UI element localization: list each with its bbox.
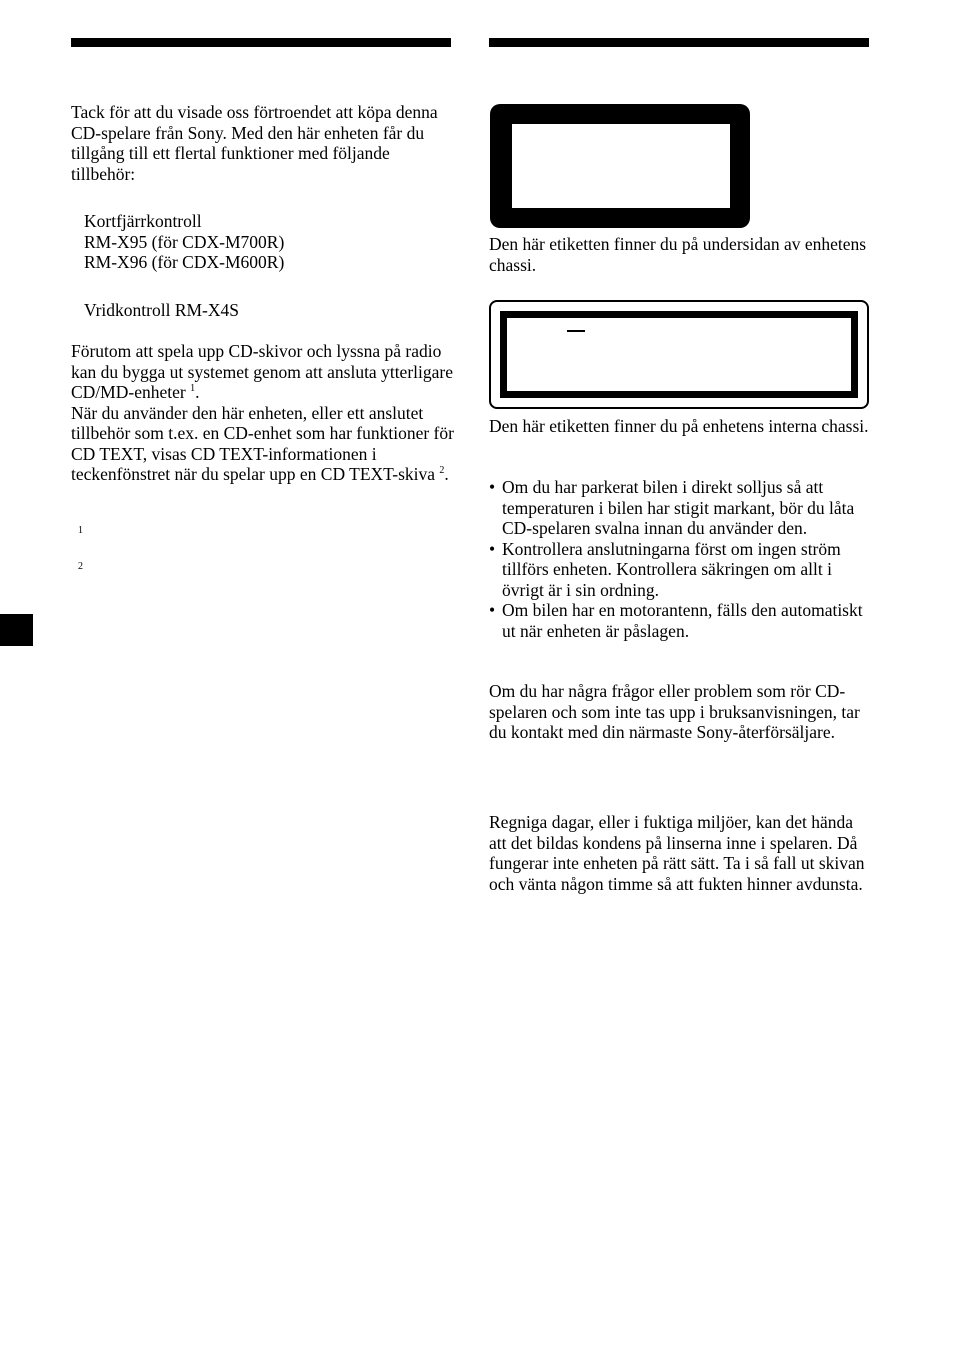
bullet-glyph: • <box>489 477 496 497</box>
expansion-paragraph: Förutom att spela upp CD-skivor och lyssna på radio kan du bygga ut systemet genom att ansluta ytterligare CD/MD-enheter $^1$. <box>71 341 453 402</box>
accessory-rotary-name: Vridkontroll RM-X4S <box>84 300 239 320</box>
expansion-block <box>71 341 456 485</box>
accessory-remote-model-1: RM-X95 (för CDX-M700R) <box>84 231 285 252</box>
bullet-glyph: • <box>489 600 496 620</box>
footnote-1-marker: 1 <box>78 525 83 536</box>
intro-paragraph: Tack för att du visade oss förtroendet att köpa denna CD-spelare från Sony. Med den här enheten får du tillgång till ett flertal funktioner med följande tillbehör: <box>71 102 438 184</box>
list-item: • Om bilen har en motorantenn, fälls den automatiskt ut när enheten är påslagen. <box>489 600 863 641</box>
notes-list <box>489 477 874 641</box>
condensation-block <box>489 812 874 894</box>
laser-warning-label-image <box>490 104 750 228</box>
caution-label-mark <box>567 330 585 332</box>
laser-warning-label-inner <box>512 124 730 208</box>
left-header-bar <box>71 38 451 47</box>
accessory-remote-model-2: RM-X96 (för CDX-M600R) <box>84 252 285 272</box>
cd-text-paragraph: När du använder den här enheten, eller ett anslutet tillbehör som t.ex. en CD-enhet som har funktioner för CD TEXT, visas CD TEXT-informationen i teckenfönstret när du spelar upp en CD TEXT-skiva $^2$. <box>71 402 454 484</box>
footnote-2-marker: 2 <box>78 561 83 572</box>
contact-block <box>489 681 874 743</box>
bullet-glyph: • <box>489 538 496 559</box>
label1-caption: Den här etiketten finner du på undersidan av enhetens chassi. <box>489 234 867 275</box>
footnote-ref-2: 2 <box>439 465 445 477</box>
accessory-remote-name: Kortfjärrkontroll <box>84 211 202 231</box>
page-side-tab <box>0 614 33 646</box>
list-item: • Om du har parkerat bilen i direkt solljus så att temperaturen i bilen har stigit markant, bör du låta CD-spelaren svalna innan du använder den. <box>489 477 855 538</box>
right-header-bar <box>489 38 869 47</box>
caution-label-image <box>489 300 869 409</box>
caution-label-inner <box>500 311 858 398</box>
label2-caption: Den här etiketten finner du på enhetens interna chassi. <box>489 416 869 436</box>
contact-paragraph: Om du har några frågor eller problem som rör CD-spelaren och som inte tas upp i bruksanvisningen, tar du kontakt med din närmaste Sony-återförsäljare. <box>489 681 860 742</box>
label1-caption-block <box>489 234 874 275</box>
list-item: • Kontrollera anslutningarna först om ingen ström tillförs enheten. Kontrollera säkringen om allt i övrigt är i sin ordning. <box>489 538 841 600</box>
condensation-paragraph: Regniga dagar, eller i fuktiga miljöer, kan det hända att det bildas kondens på linserna inne i spelaren. Då fungerar inte enheten på rätt sätt. Ta i så fall ut skivan och vänta någon timme så att fukten hinner avdunsta. <box>489 812 865 894</box>
left-column <box>71 102 456 184</box>
label2-caption-block <box>489 416 874 437</box>
accessory-remote-block <box>84 211 454 273</box>
notes-block <box>489 477 874 641</box>
footnote-ref-1: 1 <box>190 383 196 395</box>
accessory-rotary-block <box>84 300 454 321</box>
